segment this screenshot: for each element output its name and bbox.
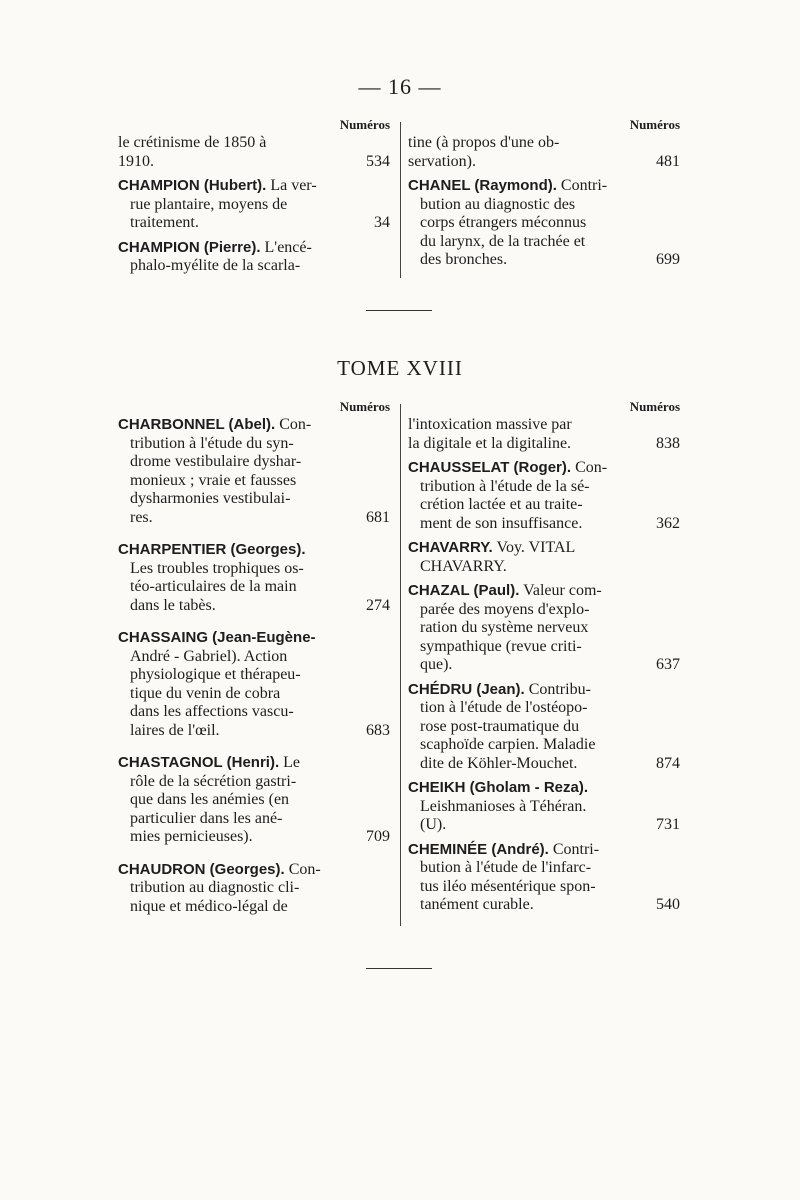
entry-line: CHAVARRY. Voy. VITAL: [408, 539, 576, 556]
entry-number: 838: [656, 434, 680, 452]
entry-line: des bronches. 699: [420, 251, 680, 268]
column-header: Numéros: [629, 117, 680, 132]
entry-line: CHASTAGNOL (Henri). Le: [118, 754, 300, 771]
entry-line: André - Gabriel). Action: [130, 647, 288, 665]
entry-author-name: CHAMPION (Pierre).: [118, 238, 261, 256]
column-header: Numéros: [339, 117, 390, 132]
right-column: [408, 400, 680, 930]
right-column: [408, 118, 680, 282]
entry-line: tus iléo mésentérique spon-: [420, 877, 596, 895]
entry-number: 481: [656, 152, 680, 170]
entry-line: que). 637: [420, 656, 680, 673]
index-entry: [408, 416, 680, 453]
entry-number: 683: [366, 721, 390, 739]
entry-line: physiologique et thérapeu-: [130, 666, 301, 683]
entry-line: ration du système nerveux: [420, 619, 589, 636]
column-header: Numéros: [339, 399, 390, 414]
entry-line: tique du venin de cobra: [130, 684, 281, 702]
entry-line: la digitale et la digitaline. 838: [408, 434, 680, 452]
entry-number: 874: [656, 754, 680, 772]
entry-line: bution au diagnostic des: [420, 195, 576, 213]
entry-line: Les troubles trophiques os-: [130, 559, 304, 577]
left-column: [118, 118, 390, 282]
section-tome-xviii: [118, 400, 680, 930]
index-entry: [118, 861, 390, 917]
entry-number: 731: [656, 816, 680, 833]
entry-number: 362: [656, 514, 680, 532]
entry-number: 274: [366, 596, 390, 614]
entry-line: [408, 779, 680, 798]
index-entry: [408, 459, 680, 533]
entry-line: CHÉDRU (Jean). Contribu-: [408, 680, 591, 698]
column-header: Numéros: [629, 399, 680, 414]
left-column: [118, 400, 390, 930]
entry-number: 681: [366, 508, 390, 526]
entry-line: tribution à l'étude du syn-: [130, 434, 294, 452]
entry-line: [118, 629, 390, 648]
entry-line: CHANEL (Raymond). Contri-: [408, 177, 608, 194]
entry-line: CHEMINÉE (André). Contri-: [408, 840, 600, 858]
entry-author-name: CHARBONNEL (Abel).: [118, 416, 276, 433]
entry-line: l'intoxication massive par: [408, 416, 572, 433]
entry-author-name: CHEMINÉE (André).: [408, 840, 549, 858]
entry-line: tribution à l'étude de la sé-: [420, 477, 590, 495]
entry-line: sympathique (revue criti-: [420, 637, 582, 655]
entry-number: 699: [656, 251, 680, 268]
entry-line: drome vestibulaire dyshar-: [130, 453, 302, 470]
entry-line: CHAMPION (Hubert). La ver-: [118, 177, 317, 194]
entry-line: 1910. 534: [118, 152, 390, 170]
entry-author-name: CHÉDRU (Jean).: [408, 680, 525, 698]
entry-line: CHAUSSELAT (Roger). Con-: [408, 459, 608, 476]
index-entry: [118, 177, 390, 233]
entry-line: dite de Köhler-Mouchet. 874: [420, 754, 680, 772]
entry-author-name: CHAMPION (Hubert).: [118, 177, 267, 194]
index-entry: [408, 177, 680, 270]
entry-line: tion à l'étude de l'ostéopo-: [420, 699, 588, 716]
entry-line: CHARBONNEL (Abel). Con-: [118, 416, 312, 433]
entry-line: laires de l'œil. 683: [130, 721, 390, 739]
column-divider: [400, 404, 401, 926]
entry-line: CHAZAL (Paul). Valeur com-: [408, 582, 602, 599]
index-entry: [408, 841, 680, 915]
entry-line: tine (à propos d'une ob-: [408, 134, 560, 151]
entry-line: CHAMPION (Pierre). L'encé-: [118, 238, 312, 256]
entry-line: dysharmonies vestibulai-: [130, 490, 291, 507]
entry-number: 34: [374, 214, 390, 231]
section-tome-xvii-end: [118, 118, 680, 282]
entry-line: du larynx, de la trachée et: [420, 232, 586, 250]
index-entry: [118, 541, 390, 615]
index-entry: [118, 416, 390, 527]
index-entry: [118, 629, 390, 740]
index-entry: [408, 539, 680, 576]
entry-author-name: CHARPENTIER (Georges).: [118, 541, 306, 558]
entry-line: nique et médico-légal de: [130, 897, 288, 915]
entry-number: 540: [656, 896, 680, 913]
entry-line: phalo-myélite de la scarla-: [130, 257, 301, 274]
entry-line: traitement. 34: [130, 214, 390, 231]
entry-author-name: CHAUSSELAT (Roger).: [408, 459, 572, 476]
entry-line: crétion lactée et au traite-: [420, 496, 583, 513]
index-entry: [118, 239, 390, 276]
entry-author-name: CHASSAING (Jean-Eugène-: [118, 629, 316, 646]
entry-line: scaphoïde carpien. Maladie: [420, 736, 596, 753]
entry-line: ment de son insuffisance. 362: [420, 514, 680, 532]
entry-line: CHAVARRY.: [420, 557, 507, 575]
entry-line: corps étrangers méconnus: [420, 214, 587, 231]
entry-line: dans le tabès. 274: [130, 596, 390, 614]
entry-line: [118, 541, 390, 560]
entry-line: particulier dans les ané-: [130, 809, 283, 827]
index-entry: [118, 754, 390, 847]
separator-rule: [366, 968, 432, 969]
entry-line: rose post-traumatique du: [420, 717, 580, 735]
index-entry: [408, 134, 680, 171]
entry-line: téo-articulaires de la main: [130, 578, 297, 595]
entry-line: servation). 481: [408, 152, 680, 170]
entry-line: dans les affections vascu-: [130, 703, 294, 720]
entry-line: mies pernicieuses). 709: [130, 828, 390, 845]
entry-line: rue plantaire, moyens de: [130, 195, 288, 213]
entry-line: parée des moyens d'explo-: [420, 600, 590, 618]
entry-line: rôle de la sécrétion gastri-: [130, 772, 297, 790]
entry-author-name: CHANEL (Raymond).: [408, 177, 557, 194]
entry-author-name: CHEIKH (Gholam - Reza).: [408, 779, 589, 796]
entry-line: que dans les anémies (en: [130, 791, 290, 808]
entry-line: CHAUDRON (Georges). Con-: [118, 860, 321, 878]
entry-author-name: CHAUDRON (Georges).: [118, 860, 285, 878]
page-number: — 16 —: [358, 74, 442, 99]
entry-number: 709: [366, 828, 390, 845]
entry-line: Leishmanioses à Téhéran.: [420, 797, 587, 815]
entry-line: le crétinisme de 1850 à: [118, 134, 267, 151]
entry-number: 534: [366, 152, 390, 170]
index-entry: [118, 134, 390, 171]
entry-author-name: CHASTAGNOL (Henri).: [118, 754, 280, 771]
entry-author-name: CHAZAL (Paul).: [408, 582, 520, 599]
entry-line: tribution au diagnostic cli-: [130, 879, 300, 896]
separator-rule: [366, 310, 432, 311]
entry-line: (U). 731: [420, 816, 680, 833]
index-entry: [408, 681, 680, 774]
entry-line: monieux ; vraie et fausses: [130, 471, 297, 489]
entry-line: bution à l'étude de l'infarc-: [420, 859, 592, 876]
entry-line: res. 681: [130, 508, 390, 526]
entry-line: tanément curable. 540: [420, 896, 680, 913]
column-divider: [400, 122, 401, 278]
entry-author-name: CHAVARRY.: [408, 539, 493, 556]
index-entry: [408, 779, 680, 835]
entry-number: 637: [656, 656, 680, 673]
index-entry: [408, 582, 680, 675]
tome-title: TOME XVIII: [337, 356, 463, 380]
